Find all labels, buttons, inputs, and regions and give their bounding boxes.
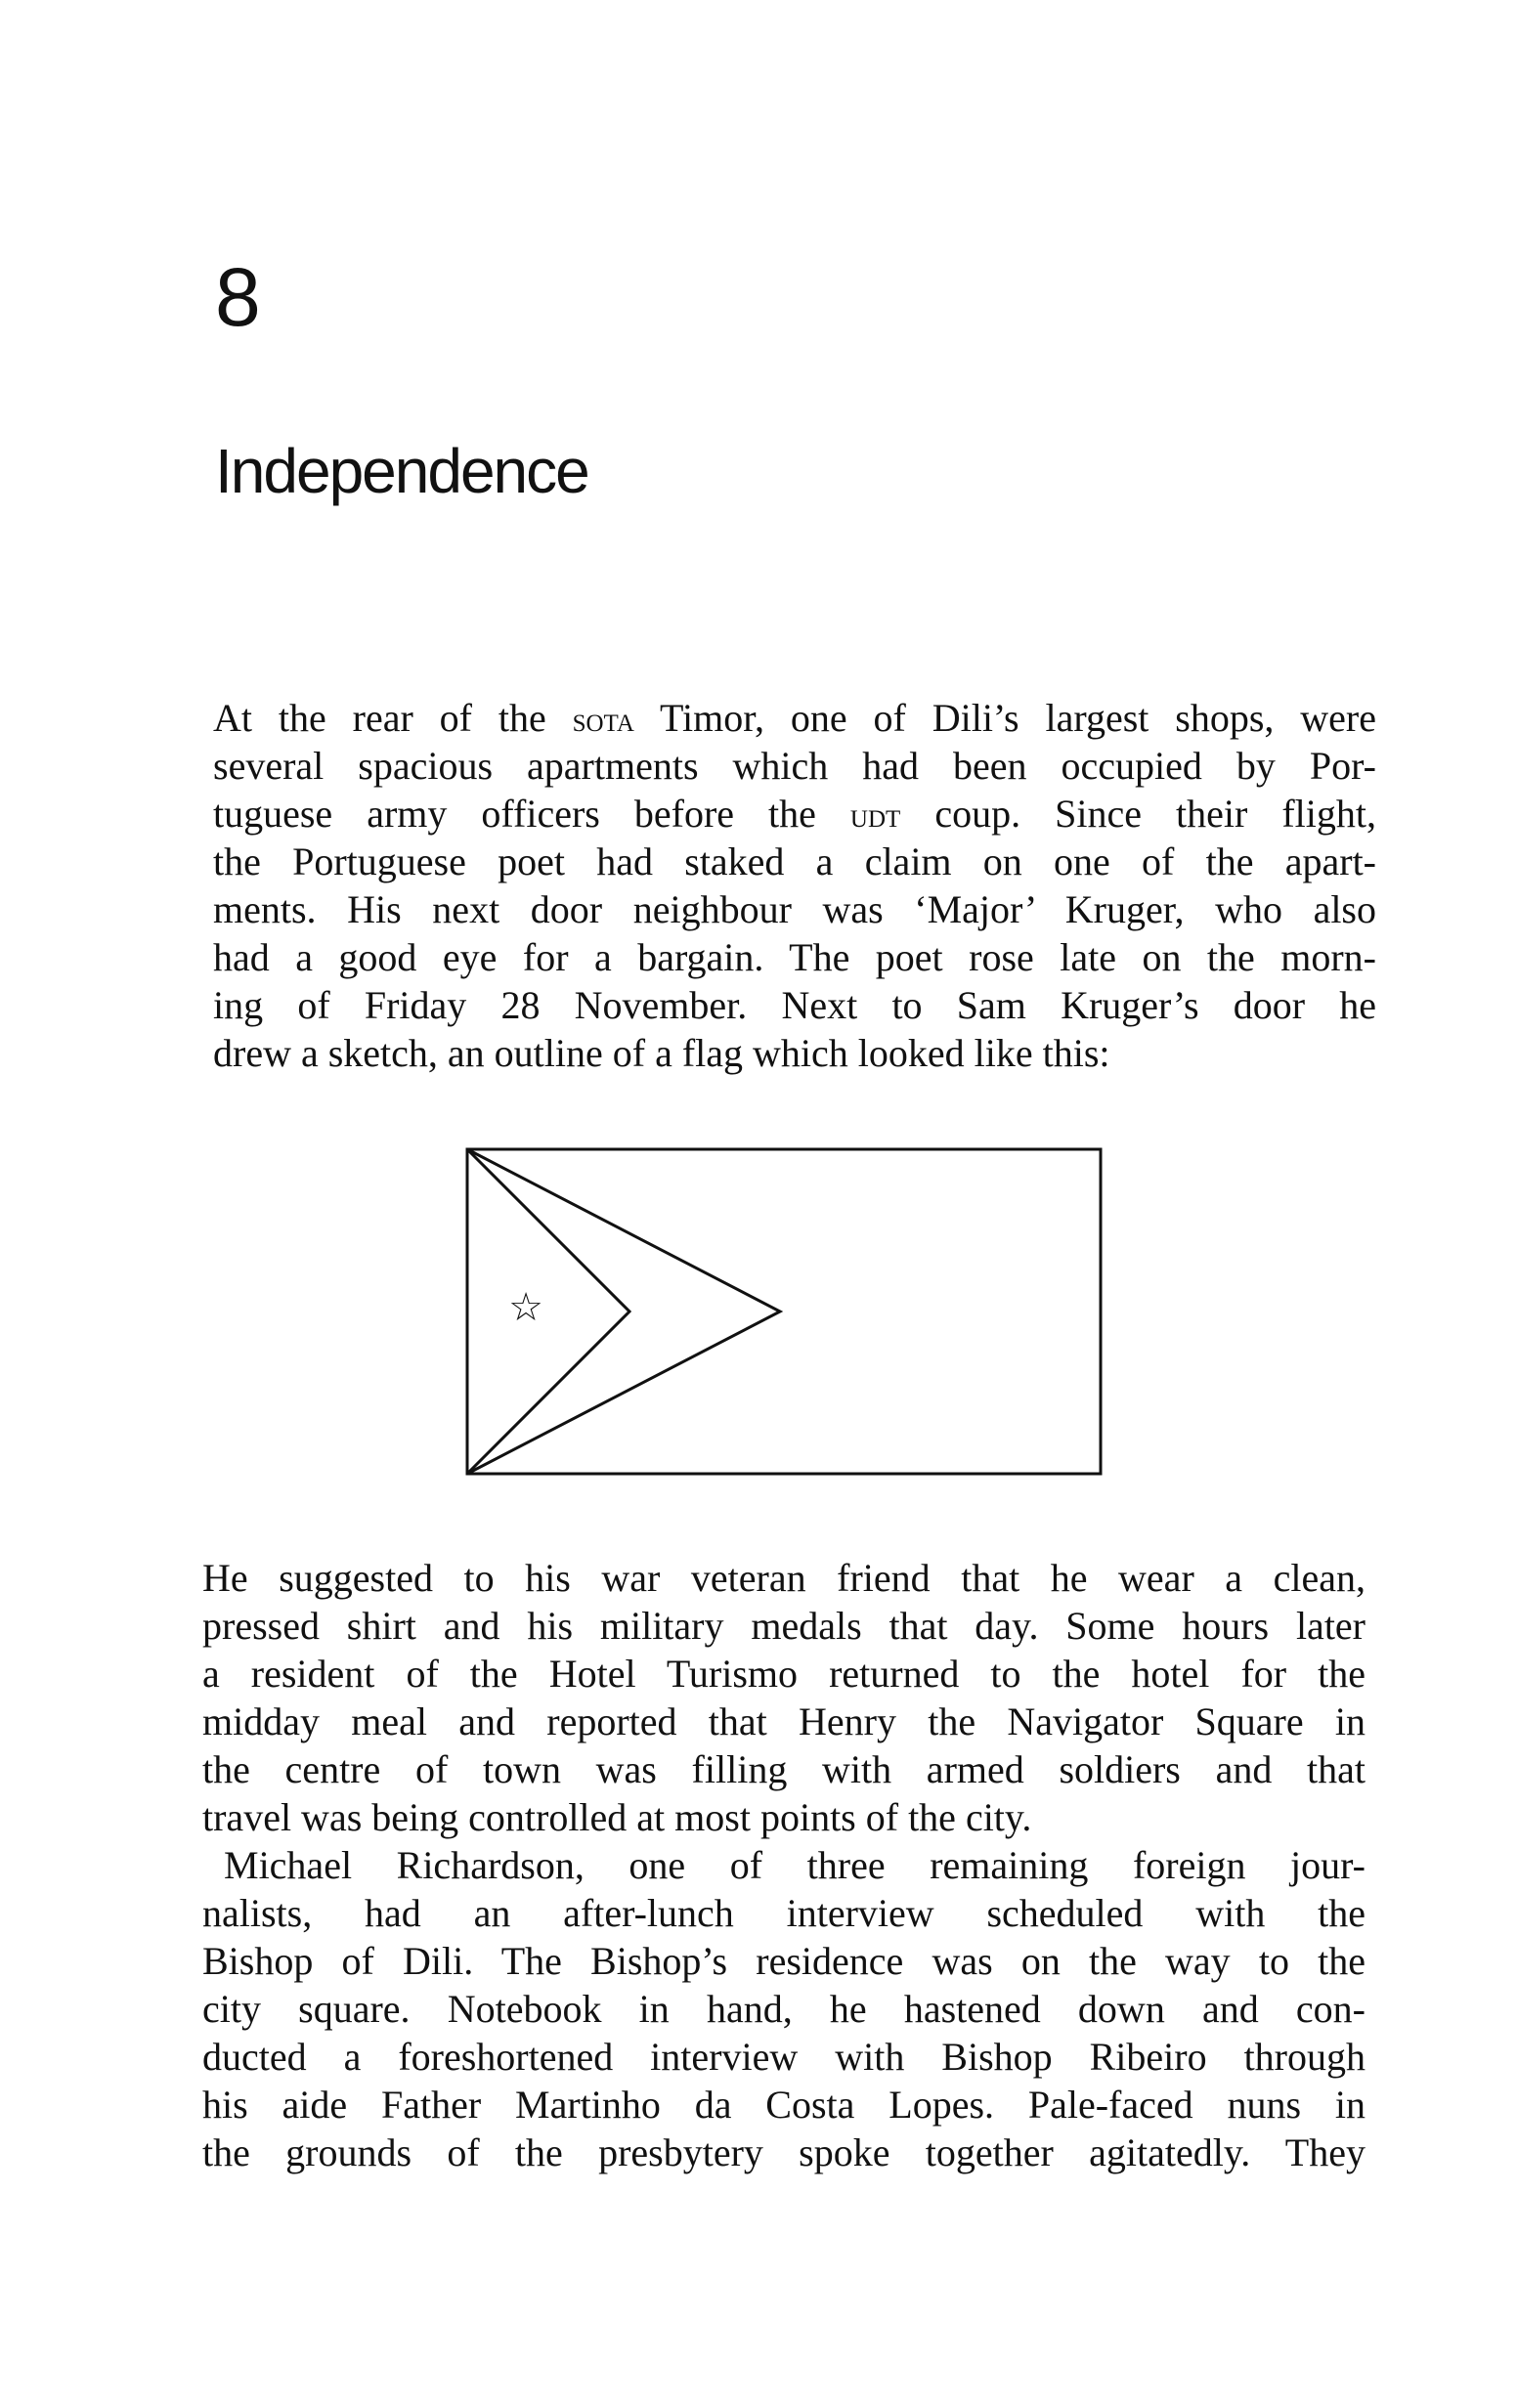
text-line: a resident of the Hotel Turismo returned to the hotel for the [202,1652,1365,1696]
paragraph-2 [202,1554,1365,2176]
chapter-title: Independence [215,436,588,506]
text-line: had a good eye for a bargain. The poet rose late on the morn- [213,935,1376,979]
text-line: midday meal and reported that Henry the Navigator Square in [202,1699,1365,1743]
chapter-number: 8 [215,251,261,343]
flag-inner-triangle [467,1149,629,1474]
text-segment: coup. Since their flight, [900,792,1376,836]
text-line: several spacious apartments which had been occupied by Por- [213,744,1376,788]
text-line: He suggested to his war veteran friend that he wear a clean, [202,1556,1365,1600]
text-line: ducted a foreshortened interview with Bishop Ribeiro through [202,2035,1365,2079]
text-line: the centre of town was filling with armed soldiers and that [202,1747,1365,1791]
text-line: travel was being controlled at most points of the city. [202,1795,1032,1839]
text-segment: Timor, one of Dili’s largest shops, were [633,696,1376,740]
text-line: ments. His next door neighbour was ‘Major’ Kruger, who also [213,887,1376,931]
star-icon: ☆ [508,1285,543,1330]
small-caps-sota: sota [572,700,634,739]
paragraph-1 [213,694,1376,1077]
text-line [213,694,1376,742]
small-caps-udt: udt [849,796,901,835]
text-line: ing of Friday 28 November. Next to Sam Kruger’s door he [213,983,1376,1027]
text-line: pressed shirt and his military medals that day. Some hours later [202,1604,1365,1648]
text-line: Bishop of Dili. The Bishop’s residence was on the way to the [202,1939,1365,1983]
text-segment: tuguese army officers before the [213,792,850,836]
text-line: the Portuguese poet had staked a claim on one of the apart- [213,839,1376,883]
text-line: the grounds of the presbytery spoke together agitatedly. They [202,2130,1365,2174]
text-segment: At the rear of the [213,696,573,740]
text-line: his aide Father Martinho da Costa Lopes. Pale-faced nuns in [202,2083,1365,2127]
text-line: drew a sketch, an outline of a flag which looked like this: [213,1031,1110,1075]
text-line: nalists, had an after-lunch interview scheduled with the [202,1891,1365,1935]
text-line [213,790,1376,838]
text-line: city square. Notebook in hand, he hastened down and con- [202,1987,1365,2031]
text-line: Michael Richardson, one of three remaining foreign jour- [224,1843,1365,1887]
flag-sketch [463,1143,1108,1485]
